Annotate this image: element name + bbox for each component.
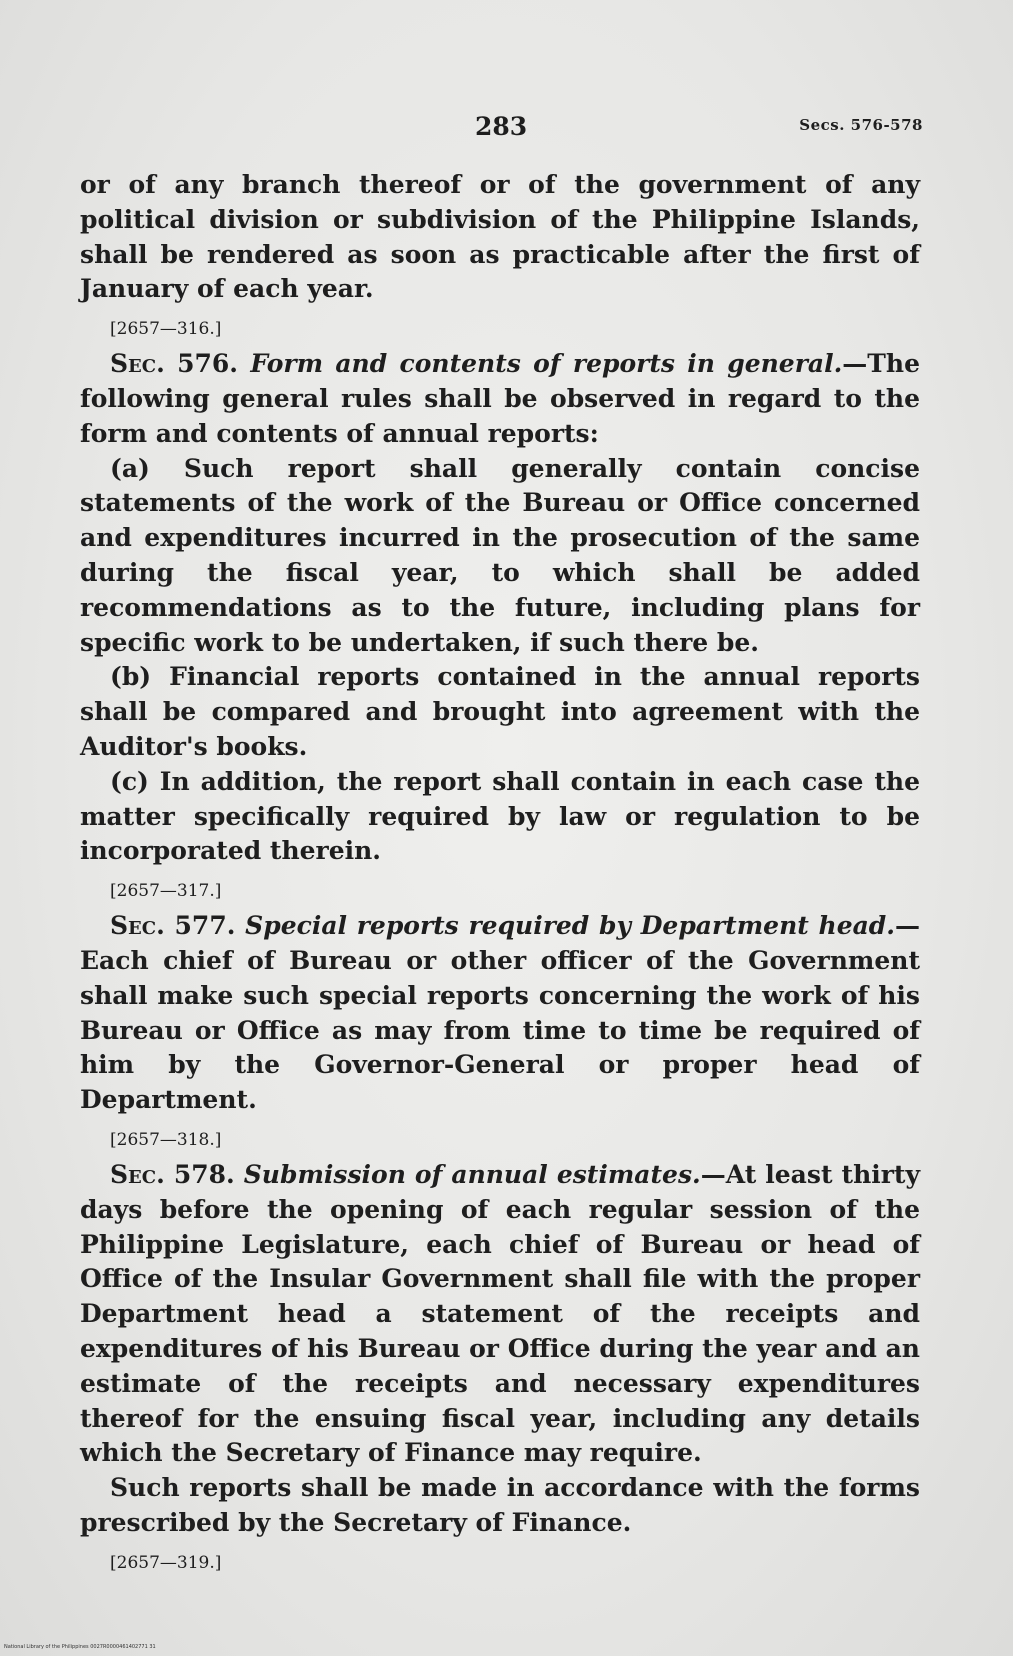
page-number: 283: [475, 112, 528, 141]
section-577-title: Special reports required by Department head.: [245, 911, 895, 941]
running-head: Secs. 576-578: [799, 116, 923, 134]
section-578: [80, 1158, 920, 1471]
paragraph-a: (a) Such report shall generally contain concise statements of the work of the Bureau or Office concerned and expenditures incurred in the prosecution of the same during the fiscal year, to which shall be added recommendations as to the future, including plans for specific work to be undertaken, if such there be.: [80, 453, 920, 657]
section-576-title: Form and contents of reports in general.: [250, 349, 843, 379]
section-576-text: —The following general rules shall be observed in regard to the form and contents of annual reports:: [80, 349, 920, 448]
section-577-label: Sec. 577.: [110, 911, 236, 941]
scan-footer-note: National Library of the Philippines 0027R0000461402771 31: [4, 1644, 156, 1650]
page-header: [80, 112, 923, 142]
section-576-label: Sec. 576.: [110, 349, 239, 379]
citation-319: [2657—319.]: [110, 1552, 222, 1573]
paragraph-c: (c) In addition, the report shall contain in each case the matter specifically required by law or regulation to be incorporated therein.: [80, 766, 920, 866]
section-578-text: —At least thirty days before the opening of each regular session of the Philippine Legislature, each chief of Bureau or head of Office of the Insular Government shall file with the proper Department head a statement of the receipts and expenditures of his Bureau or Office during the year and an estimate of the receipts and necessary expenditures thereof for the ensuing fiscal year, including any details which the Secretary of Finance may require.: [80, 1159, 920, 1468]
intro-paragraph: or of any branch thereof or of the government of any political division or subdivision of the Philippine Islands, shall be rendered as soon as practicable after the first of January of each year.: [80, 170, 920, 304]
section-578-label: Sec. 578.: [110, 1159, 235, 1189]
section-577-text: —Each chief of Bureau or other officer of the Government shall make such special reports concerning the work of his Bureau or Office as may from time to time be required of him by the Governor-General or proper head of Department.: [80, 911, 920, 1115]
paragraph-b: (b) Financial reports contained in the annual reports shall be compared and brought into agreement with the Auditor's books.: [80, 662, 920, 761]
section-578-title: Submission of annual estimates.: [243, 1159, 701, 1189]
citation-316: [2657—316.]: [110, 319, 222, 340]
section-576: [80, 347, 920, 451]
citation-318: [2657—318.]: [110, 1129, 222, 1150]
page-body: [80, 168, 920, 1581]
section-577: [80, 909, 920, 1118]
citation-317: [2657—317.]: [110, 881, 222, 902]
closing-paragraph: Such reports shall be made in accordance with the forms prescribed by the Secretary of Finance.: [80, 1473, 920, 1537]
